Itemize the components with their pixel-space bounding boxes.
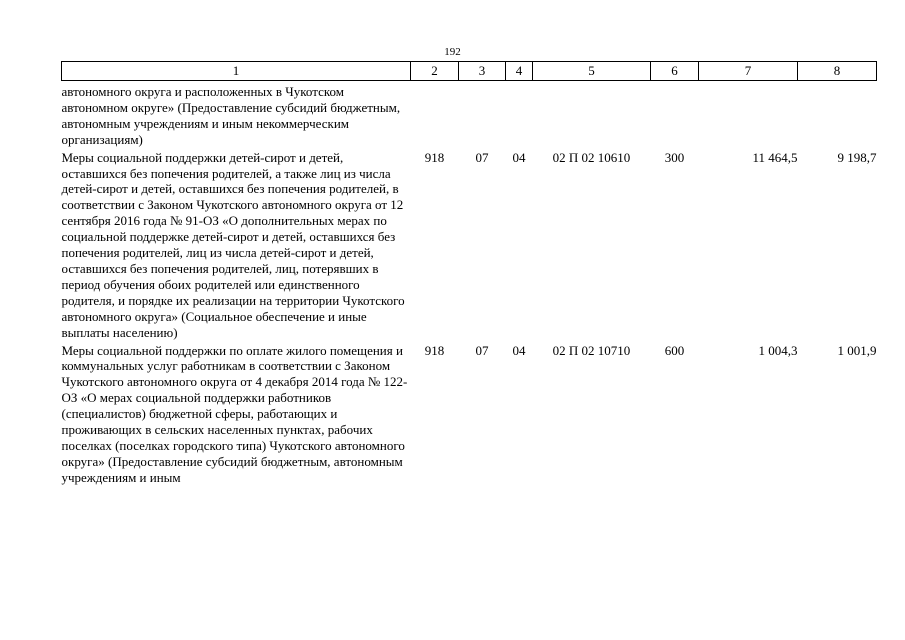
- row-amount-1: [699, 81, 798, 148]
- row-section-code: 07: [475, 149, 489, 165]
- row-section-code: [459, 81, 506, 148]
- row-amount-1: 1 004,3: [758, 342, 798, 358]
- header-row: [62, 62, 877, 81]
- table-row: [62, 81, 877, 148]
- row-target-article: 02 П 02 10610: [552, 149, 631, 165]
- header-col-5: 5: [533, 62, 651, 81]
- header-col-6: 6: [651, 62, 699, 81]
- row-amount-2: 9 198,7: [837, 149, 877, 165]
- header-col-7: 7: [699, 62, 798, 81]
- row-subsection-code: 04: [512, 149, 526, 165]
- row-subsection-code: [506, 81, 533, 148]
- row-expense-type: 600: [664, 342, 685, 358]
- row-section-code: 07: [475, 342, 489, 358]
- row-amount-2: 1 001,9: [837, 342, 877, 358]
- header-col-1: 1: [62, 62, 411, 81]
- row-description: Меры социальной поддержки по оплате жилого помещения и коммунальных услуг работникам в соответствии с Законом Чукотского автономного округа от 4 декабря 2014 года № 122-ОЗ «О мерах социальной поддержки работников (специалистов) бюджетной сферы, работающих и проживающих в сельских населенных пунктах, рабочих поселках (поселках городского типа) Чукотского автономного округа» (Предоставление субсидий бюджетным, автономным учреждениям и иным: [61, 342, 408, 485]
- header-col-2: 2: [411, 62, 459, 81]
- row-description: Меры социальной поддержки детей-сирот и детей, оставшихся без попечения родителей, а также лиц из числа детей-сирот и детей, оставшихся без попечения родителей, в соответствии с Законом Чукотского автономного округа от 12 сентября 2016 года № 91-ОЗ «О дополнительных мерах по социальной поддержке детей-сирот и детей, оставшихся без попечения родителей, лиц из числа детей-сирот и детей, оставшихся без попечения родителей, лиц, потерявших в период обучения обоих родителей или единственного родителя, и порядке их реализации на территории Чукотского автономного округа» (Социальное обеспечение и иные выплаты населению): [61, 149, 405, 340]
- row-amount-1: 11 464,5: [752, 149, 798, 165]
- row-ministry-code: [411, 81, 459, 148]
- table-row: [62, 148, 877, 341]
- row-description: автономного округа и расположенных в Чукотском автономном округе» (Предоставление субсидий бюджетным, автономным учреждениям и иным некоммерческим организациям): [61, 84, 401, 147]
- page-number: 192: [444, 46, 461, 58]
- row-target-article: 02 П 02 10710: [552, 342, 631, 358]
- budget-table: [61, 61, 877, 486]
- table-row: [62, 341, 877, 486]
- row-expense-type: [651, 81, 699, 148]
- row-ministry-code: 918: [424, 342, 445, 358]
- row-expense-type: 300: [664, 149, 685, 165]
- header-col-8: 8: [798, 62, 877, 81]
- row-amount-2: [798, 81, 877, 148]
- header-col-4: 4: [506, 62, 533, 81]
- row-ministry-code: 918: [424, 149, 445, 165]
- header-col-3: 3: [459, 62, 506, 81]
- row-target-article: [533, 81, 651, 148]
- row-subsection-code: 04: [512, 342, 526, 358]
